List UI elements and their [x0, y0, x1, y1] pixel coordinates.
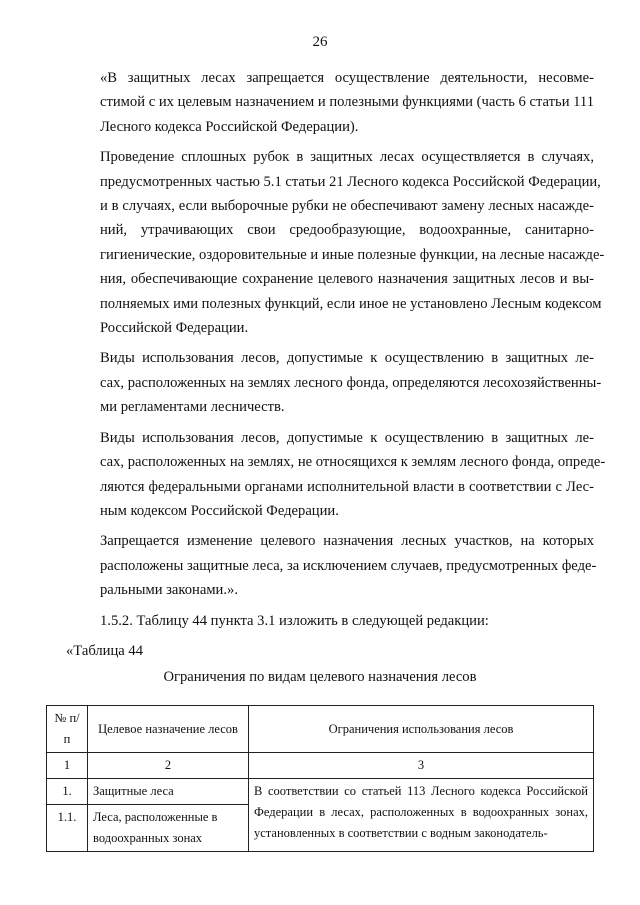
text-line: ний, утрачивающих свои средообразующие, водоохранные, санитарно- — [100, 222, 594, 239]
text-line: Проведение сплошных рубок в защитных лесах осуществляется в случаях, — [100, 149, 594, 166]
page-number: 26 — [312, 34, 328, 50]
column-number-1: 1 — [47, 753, 88, 779]
restrictions-table — [46, 705, 594, 852]
text-line: ми регламентами лесничеств. — [100, 399, 285, 416]
paragraph-clear-cutting — [66, 145, 605, 340]
text-line: ным кодексом Российской Федерации. — [100, 502, 339, 519]
paragraph-forbidden-activities — [66, 66, 594, 139]
table-numbering-row — [47, 753, 594, 779]
row-restrictions: В соответствии со статьей 113 Лесного кодекса Российской Федерации в лесах, расположенных в водоохранных зонах, установленных в соответствии с водным законодатель- — [249, 779, 594, 852]
text-line: «В защитных лесах запрещается осуществление деятельности, несовме- — [100, 70, 594, 86]
row-purpose: Защитные леса — [88, 779, 249, 805]
row-purpose: Леса, расположенные в водоохранных зонах — [88, 805, 249, 852]
text-line: Виды использования лесов, допустимые к осуществлению в защитных ле- — [100, 350, 594, 367]
header-restrictions: Ограничения использования лесов — [249, 706, 594, 753]
paragraph-non-forest-lands — [66, 426, 606, 524]
paragraph-table-amendment — [66, 609, 594, 633]
header-purpose: Целевое назначение лесов — [88, 706, 249, 753]
text-line: полняемых ими полезных функций, если иное не установлено Лесным кодексом — [100, 295, 602, 312]
text-line: ральными законами.». — [100, 582, 238, 599]
text-line: ляются федеральными органами исполнительной власти в соответствии с Лес- — [100, 478, 594, 495]
paragraph-purpose-change — [66, 529, 597, 602]
text-line: Российской Федерации. — [100, 320, 249, 337]
text-line: расположены защитные леса, за исключением случаев, предусмотренных феде- — [100, 557, 597, 574]
text-line: предусмотренных частью 5.1 статьи 21 Лесного кодекса Российской Федерации, — [100, 173, 601, 190]
text-line: сах, расположенных на землях, не относящихся к землям лесного фонда, опреде- — [100, 454, 606, 471]
paragraph-forest-fund-lands — [66, 346, 602, 419]
column-number-3: 3 — [249, 753, 594, 779]
table-reference: «Таблица 44 — [66, 642, 144, 659]
row-number: 1. — [47, 779, 88, 805]
row-number: 1.1. — [47, 805, 88, 852]
text-line: Лесного кодекса Российской Федерации). — [100, 118, 359, 135]
text-line: Виды использования лесов, допустимые к осуществлению в защитных ле- — [100, 429, 594, 446]
table-title: Ограничения по видам целевого назначения лесов — [163, 669, 477, 685]
table-header-row — [47, 706, 594, 753]
text-line: ния, обеспечивающие сохранение целевого назначения защитных лесов и вы- — [100, 271, 594, 288]
text-line: стимой с их целевым назначением и полезными функциями (часть 6 статьи 111 — [100, 94, 594, 111]
header-number: № п/п — [47, 706, 88, 753]
text-line: и в случаях, если выборочные рубки не обеспечивают замену лесных насажде- — [100, 198, 594, 215]
text-line: сах, расположенных на землях лесного фонда, определяются лесохозяйственны- — [100, 374, 602, 391]
table-row — [47, 779, 594, 805]
column-number-2: 2 — [88, 753, 249, 779]
text-line: Запрещается изменение целевого назначения лесных участков, на которых — [100, 533, 594, 550]
document-body — [66, 66, 606, 669]
text-line: гигиенические, оздоровительные и иные полезные функции, на лесные насажде- — [100, 246, 605, 263]
text-line: 1.5.2. Таблицу 44 пункта 3.1 изложить в следующей редакции: — [100, 612, 489, 629]
